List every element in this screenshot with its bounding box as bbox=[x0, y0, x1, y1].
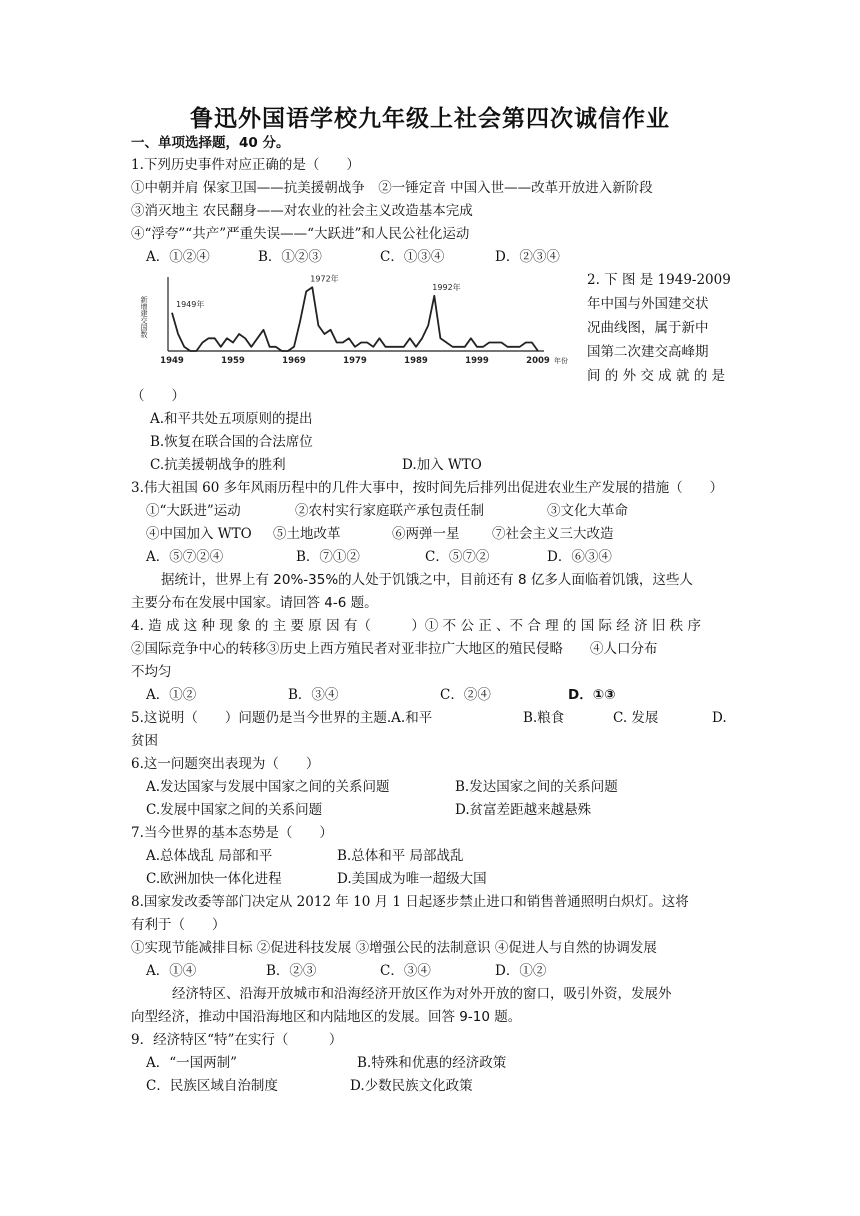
section-heading: 一、单项选择题，40 分。 bbox=[131, 135, 290, 151]
q2-option-d: D.加入 WTO bbox=[402, 457, 482, 473]
q4-stem-line: ②国际竞争中心的转移③历史上西方殖民者对亚非拉广大地区的殖民侵略 ④人口分布 bbox=[131, 641, 658, 657]
q3-option-b: B．⑦①② bbox=[296, 549, 360, 565]
q8-stem-line: 有利于（ ） bbox=[131, 917, 226, 933]
q9-stem: 9．经济特区“特”在实行（ ） bbox=[131, 1032, 343, 1048]
q5-option-c: C. 发展 bbox=[613, 710, 659, 726]
q8-option-a: A．①④ bbox=[146, 963, 197, 979]
data-annotation: 1972年 bbox=[310, 274, 339, 284]
q1-option-a: A．①②④ bbox=[146, 249, 210, 265]
q2-option-c: C.抗美援朝战争的胜利 bbox=[150, 457, 286, 473]
q7-option-c: C.欧洲加快一体化进程 bbox=[146, 871, 282, 887]
q4-stem-line: 不均匀 bbox=[131, 664, 172, 680]
q1-option-d: D．②③④ bbox=[495, 249, 560, 265]
q3-item: ⑦社会主义三大改造 bbox=[492, 526, 614, 542]
material-paragraph-line: 据统计，世界上有 20%-35%的人处于饥饿之中，目前还有 8 亿多人面临着饥饿，这些人 bbox=[161, 572, 693, 588]
material-paragraph-line: 经济特区、沿海开放城市和沿海经济开放区作为对外开放的窗口，吸引外资，发展外 bbox=[172, 986, 672, 1002]
x-tick-label: 1989 bbox=[404, 356, 428, 366]
q3-item: ②农村实行家庭联产承包责任制 bbox=[295, 503, 484, 519]
data-annotation: 1992年 bbox=[432, 282, 461, 292]
x-tick-label: 1959 bbox=[221, 356, 245, 366]
x-axis-unit: 年份 bbox=[554, 357, 568, 365]
q4-option-a: A．①② bbox=[146, 687, 197, 703]
q9-option-b: B.特殊和优惠的经济政策 bbox=[357, 1055, 507, 1071]
q2-option-b: B.恢复在联合国的合法席位 bbox=[150, 434, 313, 450]
q5-stem: 5.这说明（ ）问题仍是当今世界的主题.A.和平 bbox=[131, 710, 433, 726]
material-paragraph-line: 向型经济，推动中国沿海地区和内陆地区的发展。回答 9-10 题。 bbox=[131, 1009, 522, 1025]
page-title: 鲁迅外国语学校九年级上社会第四次诚信作业 bbox=[190, 106, 670, 132]
x-tick-label: 1969 bbox=[282, 356, 306, 366]
q7-option-a: A.总体战乱 局部和平 bbox=[146, 848, 273, 864]
series-line bbox=[172, 287, 538, 351]
q1-option-b: B．①②③ bbox=[258, 249, 322, 265]
q6-stem: 6.这一问题突出表现为（ ） bbox=[131, 756, 320, 772]
q3-item: ④中国加入 WTO bbox=[146, 526, 252, 542]
x-tick-label: 1949 bbox=[160, 356, 184, 366]
q4-stem-line: 4. 造 成 这 种 现 象 的 主 要 原 因 有（ ）① 不 公 正 、不 合 理 的 国 际 经 济 旧 秩 序 bbox=[131, 618, 701, 634]
q3-stem: 3.伟大祖国 60 多年风雨历程中的几件大事中，按时间先后排列出促进农业生产发展的措施（ ） bbox=[131, 480, 724, 496]
q3-option-a: A．⑤⑦②④ bbox=[146, 549, 224, 565]
x-tick-label: 1979 bbox=[343, 356, 367, 366]
q1-option-c: C．①③④ bbox=[380, 249, 445, 265]
q8-items: ①实现节能减排目标 ②促进科技发展 ③增强公民的法制意识 ④促进人与自然的协调发展 bbox=[131, 940, 657, 956]
q1-item-line: ④“浮夸”“共产”严重失误——“大跃进”和人民公社化运动 bbox=[131, 226, 470, 242]
diplomatic-relations-chart bbox=[126, 273, 572, 373]
q9-option-d: D.少数民族文化政策 bbox=[350, 1078, 473, 1094]
q4-option-c: C．②④ bbox=[440, 687, 491, 703]
q2-stem-line: 间 的 外 交 成 就 的 是 bbox=[587, 368, 726, 384]
q2-stem-line: 2. 下 图 是 1949-2009 bbox=[587, 272, 731, 288]
q4-option-b: B．③④ bbox=[288, 687, 339, 703]
q3-item: ⑥两弹一星 bbox=[392, 526, 460, 542]
q7-option-b: B.总体和平 局部战乱 bbox=[337, 848, 464, 864]
q3-item: ⑤土地改革 bbox=[273, 526, 341, 542]
y-axis-label: 新增建交国数 bbox=[140, 296, 148, 338]
q9-option-c: C．民族区域自治制度 bbox=[146, 1078, 278, 1094]
q4-option-d: D．①③ bbox=[568, 687, 616, 703]
q5-option-b: B.粮食 bbox=[523, 710, 565, 726]
q1-item-line: ③消灭地主 农民翻身——对农业的社会主义改造基本完成 bbox=[131, 203, 473, 219]
q8-stem-line: 8.国家发改委等部门决定从 2012 年 10 月 1 日起逐步禁止进口和销售普通照明白炽灯。这将 bbox=[131, 894, 689, 910]
q3-option-c: C．⑤⑦② bbox=[425, 549, 490, 565]
q5-option-d: D. bbox=[712, 710, 727, 726]
q3-item: ①“大跃进”运动 bbox=[146, 503, 241, 519]
q9-option-a: A．“一国两制” bbox=[146, 1055, 238, 1071]
q6-option-d: D.贫富差距越来越悬殊 bbox=[455, 802, 592, 818]
q1-stem: 1.下列历史事件对应正确的是（ ） bbox=[131, 157, 360, 173]
q3-option-d: D．⑥③④ bbox=[547, 549, 612, 565]
q2-paren: （ ） bbox=[131, 388, 185, 404]
q6-option-a: A.发达国家与发展中国家之间的关系问题 bbox=[146, 779, 390, 795]
q6-option-c: C.发展中国家之间的关系问题 bbox=[146, 802, 323, 818]
q5-option-d-text: 贫困 bbox=[131, 733, 158, 749]
q2-stem-line: 况曲线图，属于新中 bbox=[587, 320, 709, 336]
x-tick-label: 1999 bbox=[465, 356, 489, 366]
q2-option-a: A.和平共处五项原则的提出 bbox=[150, 411, 313, 427]
q8-option-c: C．③④ bbox=[380, 963, 431, 979]
material-paragraph-line: 主要分布在发展中国家。请回答 4-6 题。 bbox=[131, 595, 378, 611]
q3-item: ③文化大革命 bbox=[547, 503, 628, 519]
q8-option-d: D．①② bbox=[495, 963, 547, 979]
q2-stem-line: 国第二次建交高峰期 bbox=[587, 344, 709, 360]
q8-option-b: B．②③ bbox=[266, 963, 317, 979]
q7-option-d: D.美国成为唯一超级大国 bbox=[337, 871, 487, 887]
q7-stem: 7.当今世界的基本态势是（ ） bbox=[131, 825, 333, 841]
data-annotation: 1949年 bbox=[176, 299, 205, 309]
q1-item-line: ①中朝并肩 保家卫国——抗美援朝战争 ②一锤定音 中国入世——改革开放进入新阶段 bbox=[131, 180, 653, 196]
x-tick-label: 2009 bbox=[526, 356, 550, 366]
q6-option-b: B.发达国家之间的关系问题 bbox=[455, 779, 618, 795]
q2-stem-line: 年中国与外国建交状 bbox=[587, 296, 709, 312]
